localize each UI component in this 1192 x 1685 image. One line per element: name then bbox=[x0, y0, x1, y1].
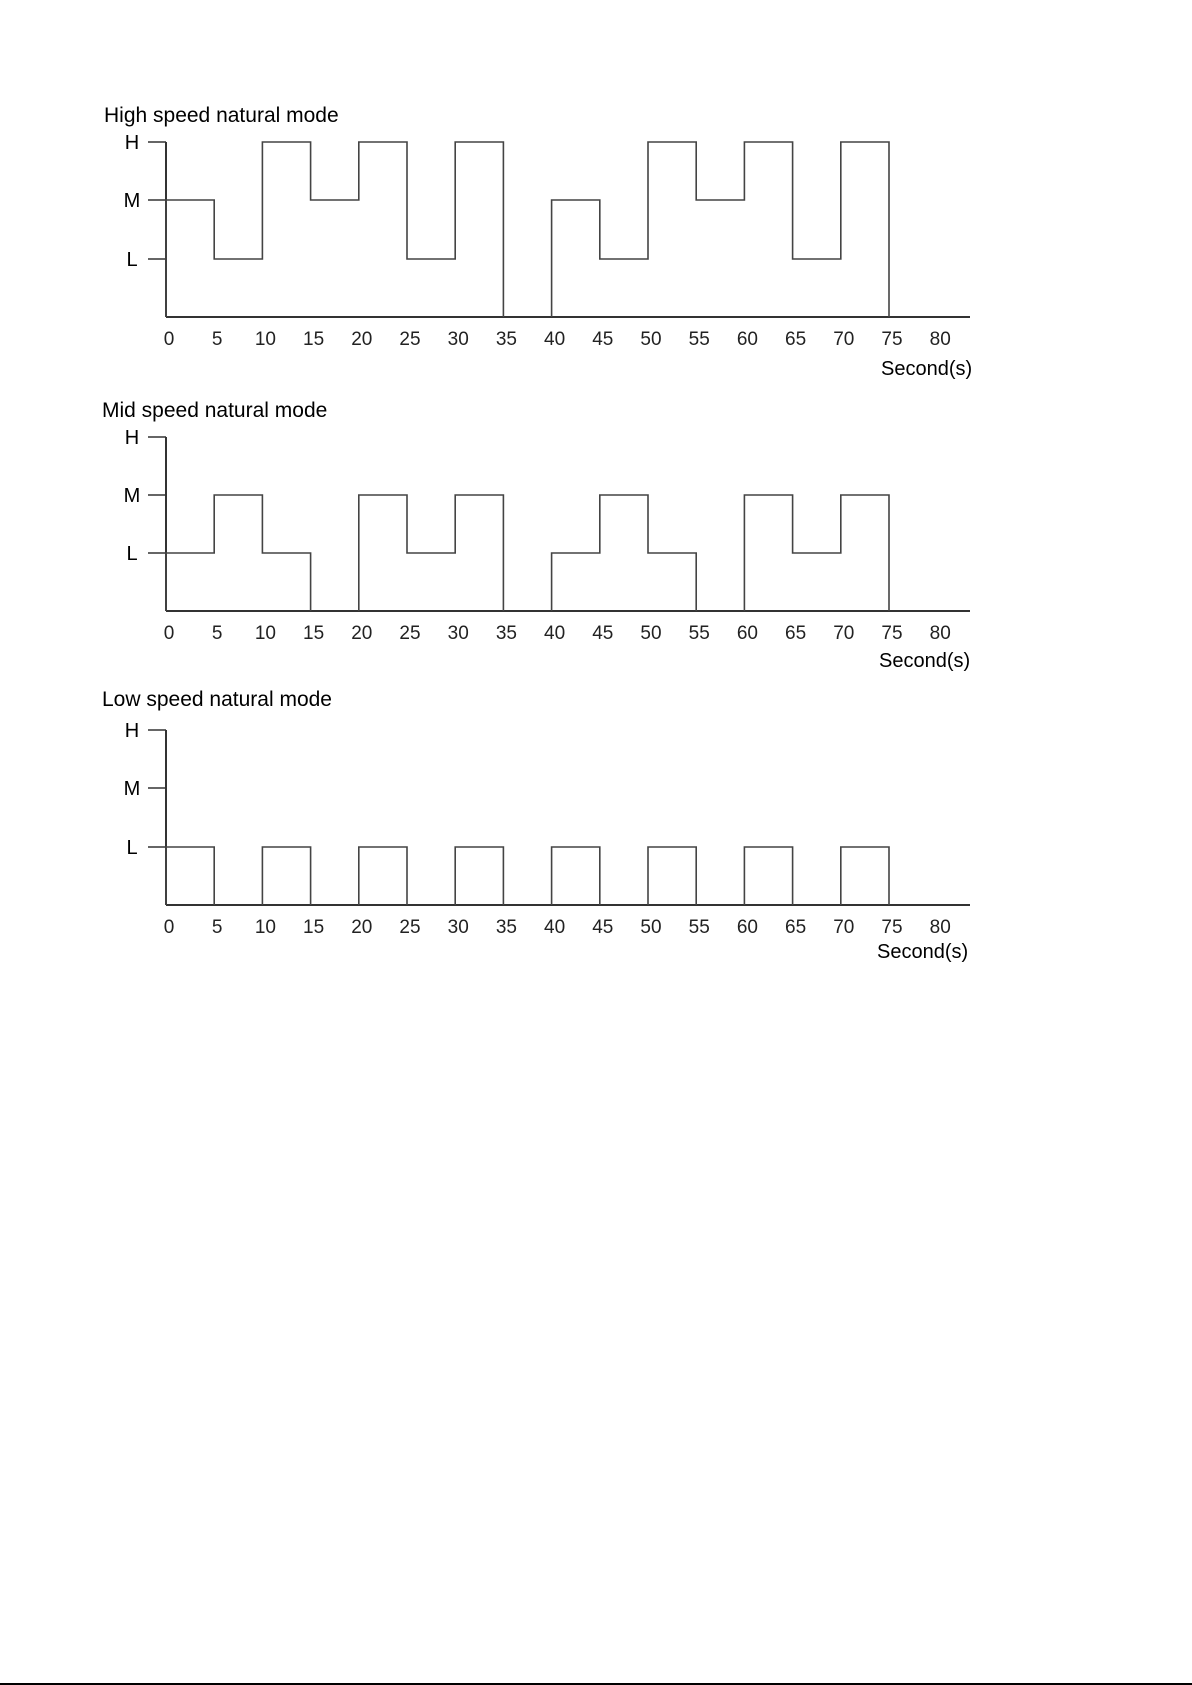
x-tick-label: 70 bbox=[833, 917, 855, 938]
x-tick-label: 25 bbox=[399, 329, 421, 350]
x-tick-label: 65 bbox=[785, 917, 807, 938]
speed-step-segment-2 bbox=[359, 495, 504, 611]
y-tick-label-m: M bbox=[123, 190, 141, 212]
speed-step-segment-1 bbox=[166, 495, 311, 611]
x-tick-label: 10 bbox=[254, 623, 276, 644]
speed-step-segment-7 bbox=[744, 847, 792, 905]
x-tick-label: 50 bbox=[640, 917, 662, 938]
speed-step-segment-2 bbox=[262, 847, 310, 905]
x-tick-label: 25 bbox=[399, 917, 421, 938]
x-tick-label: 35 bbox=[495, 329, 517, 350]
x-tick-label: 50 bbox=[640, 623, 662, 644]
speed-step-segment-6 bbox=[648, 847, 696, 905]
x-tick-label: 40 bbox=[544, 917, 566, 938]
chart-title: High speed natural mode bbox=[104, 104, 339, 127]
x-tick-label: 60 bbox=[736, 329, 758, 350]
x-tick-label: 50 bbox=[640, 329, 662, 350]
x-tick-label: 65 bbox=[785, 623, 807, 644]
x-tick-label: 60 bbox=[736, 623, 758, 644]
x-tick-label: 30 bbox=[447, 329, 469, 350]
x-tick-label: 25 bbox=[399, 623, 421, 644]
x-tick-label: 45 bbox=[592, 623, 614, 644]
x-tick-label: 75 bbox=[881, 623, 903, 644]
x-tick-label: 80 bbox=[929, 917, 951, 938]
speed-step-segment-1 bbox=[166, 142, 503, 317]
chart-panel-3 bbox=[102, 688, 970, 963]
x-tick-label: 75 bbox=[881, 329, 903, 350]
speed-step-segment-3 bbox=[552, 495, 697, 611]
x-tick-label: 80 bbox=[929, 329, 951, 350]
x-tick-label: 35 bbox=[495, 917, 517, 938]
y-tick-label-h: H bbox=[124, 427, 140, 449]
x-tick-label: 5 bbox=[211, 329, 223, 350]
x-tick-label: 20 bbox=[351, 917, 373, 938]
x-tick-label: 45 bbox=[592, 917, 614, 938]
x-tick-label: 80 bbox=[929, 623, 951, 644]
x-tick-label: 0 bbox=[163, 623, 175, 644]
x-tick-label: 55 bbox=[688, 329, 710, 350]
x-tick-label: 55 bbox=[688, 623, 710, 644]
x-axis-title: Second(s) bbox=[881, 358, 973, 380]
x-tick-label: 45 bbox=[592, 329, 614, 350]
speed-step-segment-5 bbox=[552, 847, 600, 905]
x-tick-label: 5 bbox=[211, 623, 223, 644]
x-tick-label: 30 bbox=[447, 917, 469, 938]
x-axis-title: Second(s) bbox=[877, 941, 969, 963]
x-tick-label: 60 bbox=[736, 917, 758, 938]
chart-panel-2 bbox=[102, 399, 970, 672]
x-tick-label: 75 bbox=[881, 917, 903, 938]
y-tick-label-l: L bbox=[126, 249, 138, 271]
speed-step-segment-3 bbox=[359, 847, 407, 905]
chart-title: Mid speed natural mode bbox=[102, 399, 328, 422]
x-tick-label: 40 bbox=[544, 623, 566, 644]
speed-step-segment-4 bbox=[744, 495, 889, 611]
y-tick-label-l: L bbox=[126, 837, 138, 859]
x-tick-label: 15 bbox=[303, 329, 325, 350]
x-tick-label: 35 bbox=[495, 623, 517, 644]
x-axis-title: Second(s) bbox=[879, 650, 971, 672]
x-tick-label: 10 bbox=[254, 917, 276, 938]
speed-step-segment-1 bbox=[166, 847, 214, 905]
y-tick-label-m: M bbox=[123, 778, 141, 800]
x-tick-label: 30 bbox=[447, 623, 469, 644]
y-tick-label-l: L bbox=[126, 543, 138, 565]
chart-panel-1 bbox=[104, 104, 972, 380]
x-tick-label: 70 bbox=[833, 329, 855, 350]
y-tick-label-h: H bbox=[124, 132, 140, 154]
x-tick-label: 15 bbox=[303, 917, 325, 938]
y-tick-label-h: H bbox=[124, 720, 140, 742]
x-tick-label: 65 bbox=[785, 329, 807, 350]
x-tick-label: 10 bbox=[254, 329, 276, 350]
x-tick-label: 20 bbox=[351, 623, 373, 644]
speed-step-segment-8 bbox=[841, 847, 889, 905]
x-tick-label: 40 bbox=[544, 329, 566, 350]
x-tick-label: 20 bbox=[351, 329, 373, 350]
x-tick-label: 5 bbox=[211, 917, 223, 938]
x-tick-label: 70 bbox=[833, 623, 855, 644]
speed-step-segment-4 bbox=[455, 847, 503, 905]
x-tick-label: 0 bbox=[163, 917, 175, 938]
speed-step-segment-2 bbox=[552, 142, 889, 317]
chart-title: Low speed natural mode bbox=[102, 688, 332, 711]
x-tick-label: 15 bbox=[303, 623, 325, 644]
x-tick-label: 55 bbox=[688, 917, 710, 938]
x-tick-label: 0 bbox=[163, 329, 175, 350]
y-tick-label-m: M bbox=[123, 485, 141, 507]
